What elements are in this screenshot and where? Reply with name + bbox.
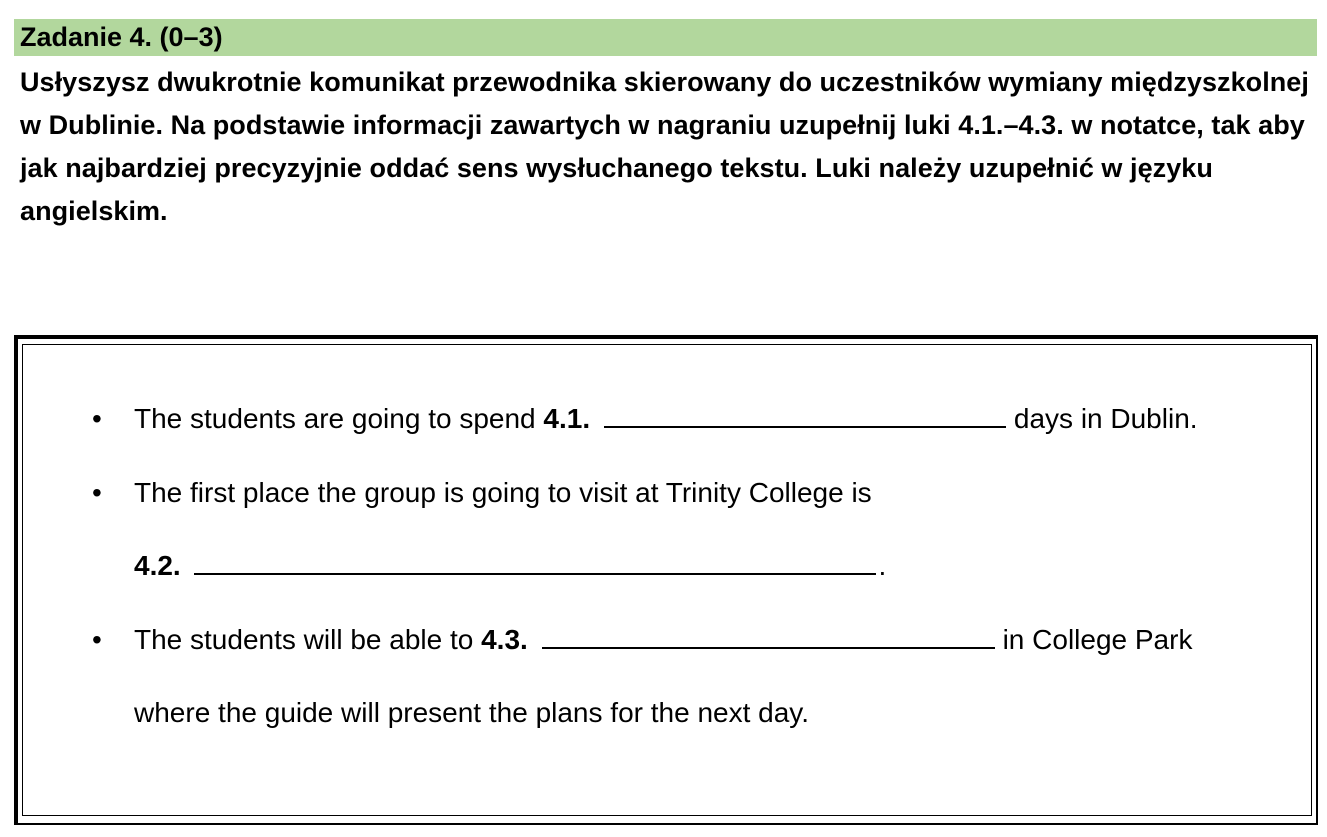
bullet-3: • [92, 624, 102, 655]
bullet-1: • [92, 403, 102, 434]
item-1-text-before: The students are going to spend [134, 403, 536, 434]
item-3-text-before: The students will be able to [134, 624, 474, 655]
item-3-text-after: in College Park [1002, 624, 1193, 655]
note-item-3-line-1 [134, 624, 1192, 656]
item-2-text-after: . [878, 550, 887, 581]
note-item-1 [134, 403, 1198, 435]
note-item-2-line-1: The first place the group is going to visit at Trinity College is [134, 477, 872, 508]
gap-number-4-3: 4.3. [481, 624, 528, 655]
item-1-text-after: days in Dublin. [1013, 403, 1198, 434]
task-instructions: Usłyszysz dwukrotnie komunikat przewodnika skierowany do uczestników wymiany międzyszkolnej w Dublinie. Na podstawie informacji zawartych w nagraniu uzupełnij luki 4.1.–4.3. w notatce, tak aby jak najbardziej precyzyjnie oddać sens wysłuchanego tekstu. Luki należy uzupełnić w języku angielskim. [20, 67, 1309, 226]
answer-blank-4-2[interactable] [194, 551, 876, 575]
answer-blank-4-3[interactable] [542, 625, 995, 649]
note-item-3-line-2: where the guide will present the plans for the next day. [134, 697, 809, 728]
gap-number-4-2: 4.2. [134, 550, 181, 581]
note-item-2-line-2 [134, 550, 886, 582]
task-title: Zadanie 4. (0–3) [14, 19, 1317, 56]
gap-number-4-1: 4.1. [543, 403, 591, 434]
note-box [14, 335, 1318, 825]
bullet-2: • [92, 477, 102, 508]
answer-blank-4-1[interactable] [604, 404, 1006, 428]
